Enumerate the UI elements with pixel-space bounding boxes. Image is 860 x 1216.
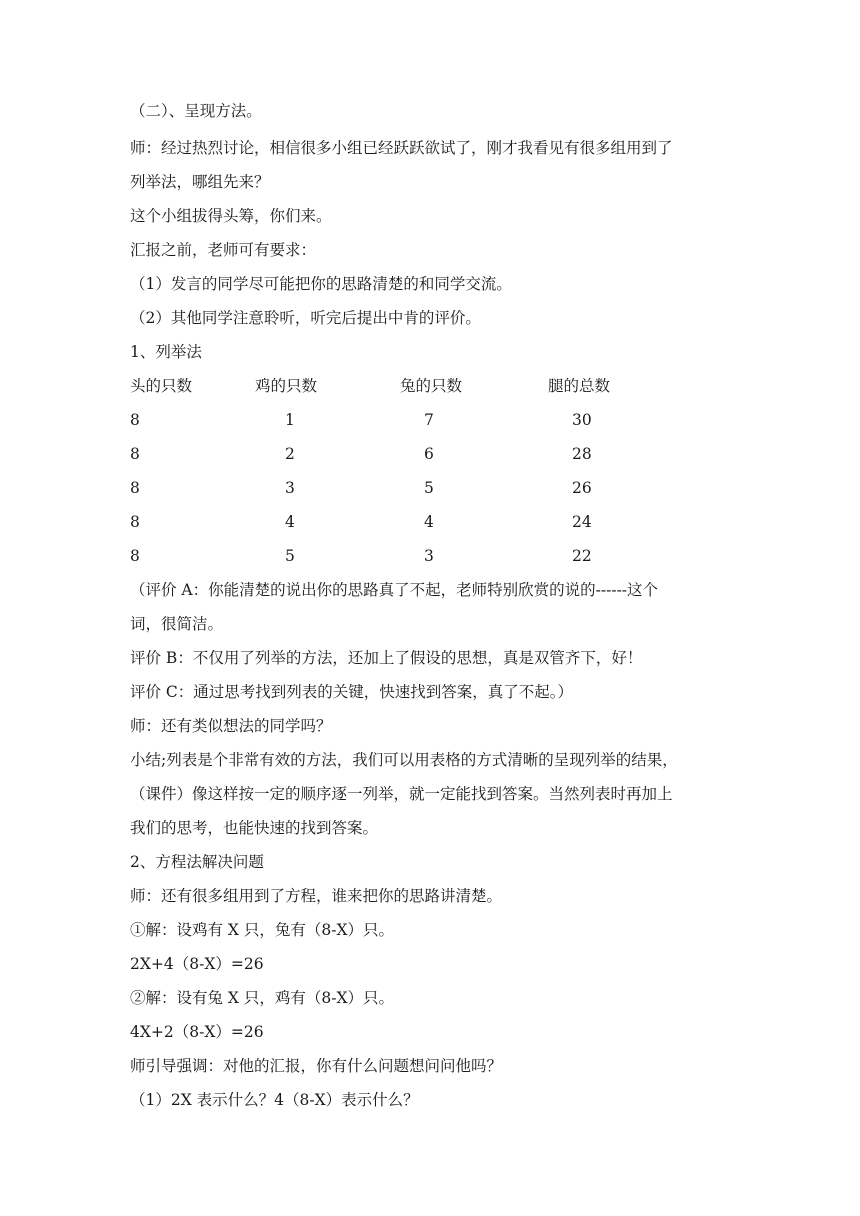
table-row [130,546,730,566]
table-row [130,410,730,430]
paragraph-line: 我们的思考，也能快速的找到答案。 [130,819,379,837]
paragraph-line: ①解：设鸡有 X 只，兔有（8-X）只。 [130,921,395,939]
table-cell: 4 [424,513,434,531]
equation-line: 4X+2（8-X）=26 [130,1023,264,1041]
paragraph-line: 师引导强调：对他的汇报，你有什么问题想问问他吗？ [130,1057,503,1075]
table-row [130,444,730,464]
table-cell: 7 [424,411,434,429]
table-cell: 8 [130,479,140,497]
table-cell: 5 [285,547,295,565]
table-cell: 8 [130,547,140,565]
table-row [130,478,730,498]
table-cell: 1 [285,411,295,429]
table-cell: 8 [130,513,140,531]
table-cell: 30 [572,411,592,429]
paragraph-line: 师：经过热烈讨论，相信很多小组已经跃跃欲试了，刚才我看见有很多组用到了 [130,139,673,157]
paragraph-line: 列举法，哪组先来？ [130,173,270,191]
table-cell: 24 [572,513,592,531]
paragraph-line: 这个小组拔得头筹，你们来。 [130,207,332,225]
table-cell: 2 [285,445,295,463]
section-heading: （二）、呈现方法。 [130,102,262,120]
paragraph-line: ②解：设有兔 X 只，鸡有（8-X）只。 [130,989,395,1007]
table-cell: 6 [424,445,434,463]
paragraph-line: （1）发言的同学尽可能把你的思路清楚的和同学交流。 [130,275,512,293]
paragraph-line: 小结;列表是个非常有效的方法，我们可以用表格的方式清晰的呈现列举的结果， [130,751,678,769]
table-cell: 22 [572,547,592,565]
table-cell: 5 [424,479,434,497]
paragraph-line: 师：还有类似想法的同学吗？ [130,717,332,735]
paragraph-line: 评价 B：不仅用了列举的方法，还加上了假设的思想，真是双管齐下，好！ [130,649,643,667]
paragraph-line: （课件）像这样按一定的顺序逐一列举，就一定能找到答案。当然列表时再加上 [130,785,673,803]
paragraph-line: 评价 C：通过思考找到列表的关键，快速找到答案，真了不起。） [130,683,574,701]
equation-line: 2X+4（8-X）=26 [130,955,264,973]
paragraph-line: 师：还有很多组用到了方程，谁来把你的思路讲清楚。 [130,887,503,905]
table-header-cell: 头的只数 [130,377,193,395]
table-cell: 26 [572,479,592,497]
table-cell: 8 [130,445,140,463]
table-cell: 3 [285,479,295,497]
table-row [130,512,730,532]
paragraph-line: （评价 A：你能清楚的说出你的思路真了不起，老师特别欣赏的说的------这个 [130,581,659,599]
paragraph-line: 词，很简洁。 [130,615,224,633]
paragraph-line: （2）其他同学注意聆听，听完后提出中肯的评价。 [130,309,481,327]
subsection-heading: 1、列举法 [130,343,202,361]
paragraph-line: （1）2X 表示什么？4（8-X）表示什么？ [130,1091,419,1109]
table-cell: 28 [572,445,592,463]
paragraph-line: 汇报之前，老师可有要求： [130,241,317,259]
table-header-cell: 腿的总数 [548,377,611,395]
table-cell: 8 [130,411,140,429]
table-header-row [130,376,730,396]
table-header-cell: 鸡的只数 [255,377,318,395]
table-header-cell: 兔的只数 [400,377,463,395]
table-cell: 4 [285,513,295,531]
table-cell: 3 [424,547,434,565]
subsection-heading: 2、方程法解决问题 [130,853,264,871]
